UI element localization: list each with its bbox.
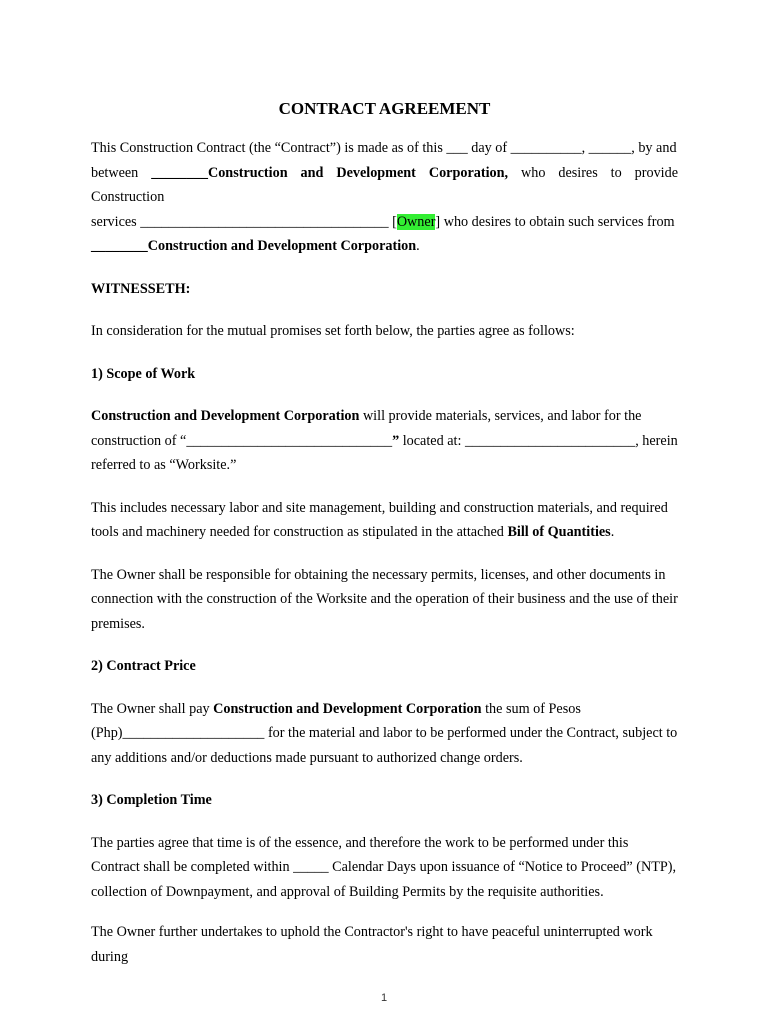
scope-heading: 1) Scope of Work xyxy=(91,365,196,382)
consideration-paragraph: In consideration for the mutual promises set forth below, the parties agree as follows: xyxy=(91,323,575,339)
scope-line-3: referred to as “Worksite.” xyxy=(91,457,237,473)
closing-quote: ” xyxy=(392,432,400,449)
owner-highlight: Owner xyxy=(396,213,436,230)
completion-paragraph-1: The parties agree that time is of the essence, and therefore the work to be performed under this Contract shall be completed within _____ Calendar Days upon issuance of “Notice to Proceed” (NTP), collection of Downpayment, and approval of Building Permits by the requisite authorities. xyxy=(91,834,677,900)
price-text: The Owner shall pay xyxy=(91,700,210,717)
bracket-open: [ xyxy=(392,213,397,230)
price-heading: 2) Contract Price xyxy=(91,658,196,674)
scope-line-2 xyxy=(91,429,678,454)
period: . xyxy=(416,238,420,254)
document-title: CONTRACT AGREEMENT xyxy=(278,99,491,118)
page-number: 1 xyxy=(380,992,388,1004)
price-line-2 xyxy=(91,721,678,746)
intro-date-blanks: ___ day of __________, ______, by and xyxy=(446,140,677,156)
scope-line-1 xyxy=(91,404,678,429)
bill-of-quantities: Bill of Quantities xyxy=(507,524,611,540)
location-blank: located at: ________________________, herein xyxy=(399,432,678,449)
contractor-name: Construction and Development Corporation, xyxy=(207,164,509,181)
scope-text: construction of “ xyxy=(91,432,187,449)
intro-line-3 xyxy=(91,210,678,235)
price-text: for the material and labor to be performed under the Contract, subject to xyxy=(264,725,678,741)
period: . xyxy=(610,524,615,540)
intro-text: between xyxy=(91,164,139,181)
owner-name-blank: ___________________________________ xyxy=(140,213,389,230)
price-amount-blank: (Php)____________________ xyxy=(91,725,265,741)
scope-text: tools and machinery needed for construction as stipulated in the attached xyxy=(91,524,504,540)
intro-text: who desires to provide Construction xyxy=(91,164,678,205)
intro-text: This Construction Contract (the “Contract”) is made as of this xyxy=(91,140,443,156)
project-name-blank: _____________________________ xyxy=(186,432,393,449)
contractor-name: Construction and Development Corporation xyxy=(147,238,417,254)
intro-line-2 xyxy=(91,161,678,210)
bracket-close: ] xyxy=(435,213,441,230)
completion-heading: 3) Completion Time xyxy=(91,792,212,808)
scope-paragraph-1 xyxy=(91,404,678,478)
document-body xyxy=(91,98,678,969)
completion-paragraph-2: The Owner further undertakes to uphold the Contractor's right to have peaceful uninterrupted work during xyxy=(91,924,653,965)
contractor-name: Construction and Development Corporation xyxy=(213,700,482,717)
party-blank: ________ xyxy=(151,164,208,181)
scope-text: This includes necessary labor and site management, building and construction materials, and required xyxy=(91,499,668,516)
party-blank: ________ xyxy=(91,238,148,254)
scope-text: will provide materials, services, and labor for the xyxy=(359,408,642,424)
price-line-3: any additions and/or deductions made pursuant to authorized change orders. xyxy=(91,749,523,766)
price-line-1 xyxy=(91,697,678,722)
price-paragraph xyxy=(91,697,678,771)
scope-paragraph-3: The Owner shall be responsible for obtaining the necessary permits, licenses, and other documents in connection with the construction of the Worksite and the operation of their business and the use of their premises. xyxy=(91,566,678,632)
intro-text: services xyxy=(91,213,137,230)
intro-line-1 xyxy=(91,136,678,161)
intro-line-4 xyxy=(91,234,678,259)
contractor-name: Construction and Development Corporation xyxy=(91,408,360,424)
intro-paragraph xyxy=(91,136,678,259)
witnesseth-heading: WITNESSETH: xyxy=(91,280,191,297)
scope-paragraph-2 xyxy=(91,496,678,545)
price-text: the sum of Pesos xyxy=(481,700,581,717)
intro-text: who desires to obtain such services from xyxy=(440,213,675,230)
